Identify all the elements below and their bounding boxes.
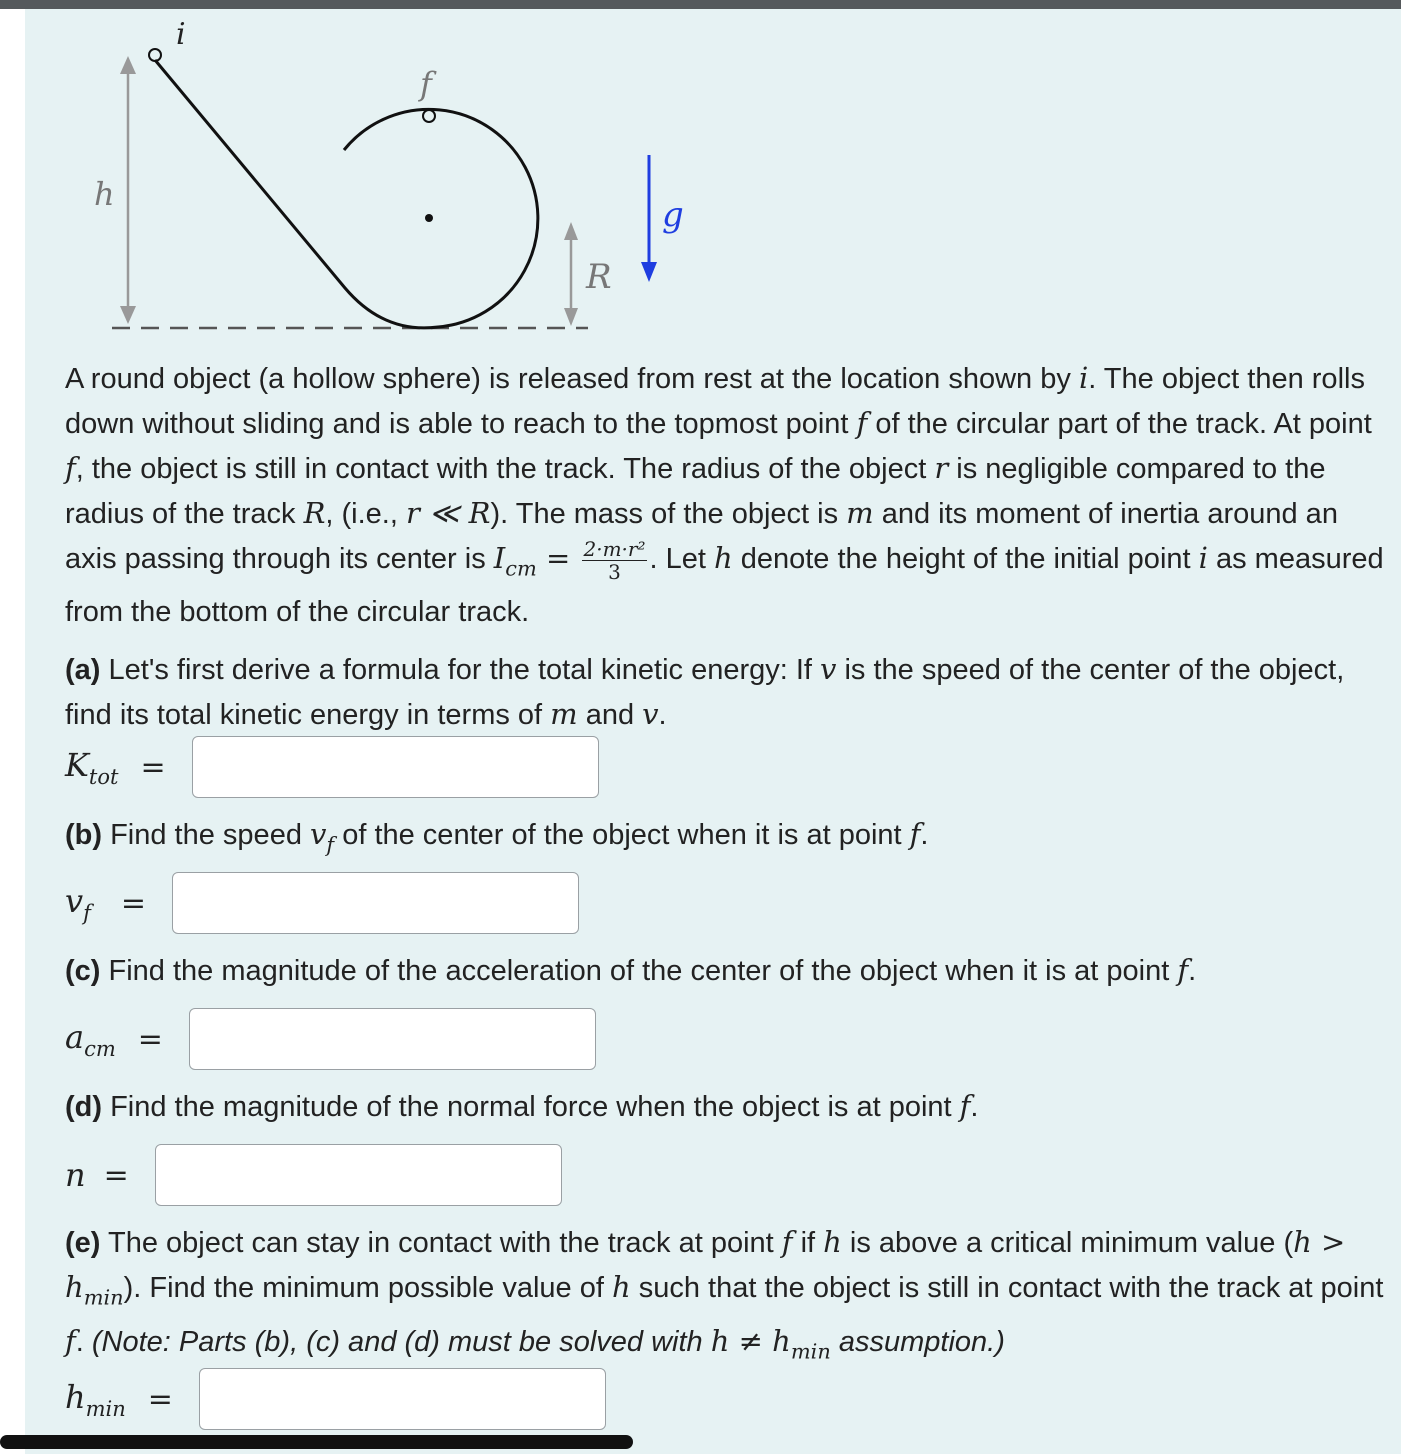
track-path — [155, 60, 538, 328]
part-e-answer-row: $h_{min}$ = — [65, 1368, 606, 1430]
answer-label-vf: $v_f$ — [65, 881, 91, 925]
label-i: i — [176, 17, 186, 52]
part-e-question: (e) The object can stay in contact with the track at point f if h is above a critical minimum value $(h > h_{min})$. Find the minimum possible value of h such that the object is still in contact with the track at point f. (Note: Parts (b), (c) and (d) must be solved with $h \ne h_{min}$ assumption.) — [65, 1225, 1384, 1364]
normal-force-answer-input[interactable] — [155, 1144, 562, 1206]
object-marker-f — [423, 110, 435, 122]
part-d-answer-row: n = — [65, 1144, 562, 1206]
part-a-answer-row: $K_{tot}$ = — [65, 736, 599, 798]
answer-label-acm: $a_{cm}$ — [65, 1017, 116, 1061]
part-a-question: (a) Let's first derive a formula for the total kinetic energy: If v is the speed of the center of the object, find its total kinetic energy in terms of m and v. — [65, 652, 1345, 731]
part-b-answer-row: $v_f$ = — [65, 872, 579, 934]
answer-label-ktot: $K_{tot}$ — [65, 745, 119, 789]
part-b-question: (b) Find the speed $v_f$ of the center of the object when it is at point f. — [65, 817, 929, 857]
vf-answer-input[interactable] — [172, 872, 579, 934]
part-c-question: (c) Find the magnitude of the acceleration of the center of the object when it is at point f. — [65, 953, 1197, 987]
label-h: h — [94, 175, 115, 213]
acm-answer-input[interactable] — [189, 1008, 596, 1070]
inertia-fraction: $\frac{\text{2·m·r²}}{3}$ — [583, 536, 646, 584]
label-g: g — [662, 195, 684, 235]
problem-statement: A round object (a hollow sphere) is released from rest at the location shown by i. The object then rolls down without sliding and is able to reach to the topmost point f of the circular part of the track. At point f, the object is still in contact with the track. The radius of the object r is negligible compared to the radius of the track R, (i.e., r ≪ R). The mass of the object is m and its moment of inertia around an axis passing through its center is $I_{cm}$ = $\frac{\text{2·m·r²}}{3}$ . Let h denote the height of the initial point i as measured from the bottom of the circular track. — [65, 361, 1384, 629]
radius-arrow — [564, 222, 578, 326]
label-R: R — [586, 257, 612, 297]
answer-label-n: n — [65, 1156, 86, 1194]
window-top-bar — [0, 0, 1401, 9]
inertia-symbol: I — [493, 541, 506, 575]
part-e-note: (Note: Parts (b), (c) and (d) must be solved with $h \ne h_{min}$ assumption.) — [91, 1324, 1005, 1364]
ktot-answer-input[interactable] — [192, 736, 599, 798]
circle-center-dot — [425, 214, 433, 222]
answer-label-hmin: $h_{min}$ — [65, 1377, 126, 1421]
hmin-answer-input[interactable] — [199, 1368, 606, 1430]
part-c-answer-row: $a_{cm}$ = — [65, 1008, 596, 1070]
height-arrow — [120, 56, 136, 324]
horizontal-scrollbar-thumb[interactable] — [0, 1435, 633, 1449]
part-d-question: (d) Find the magnitude of the normal force when the object is at point f. — [65, 1089, 979, 1123]
track-diagram — [80, 10, 684, 340]
label-f: f — [420, 65, 432, 103]
object-marker-i — [149, 49, 161, 61]
